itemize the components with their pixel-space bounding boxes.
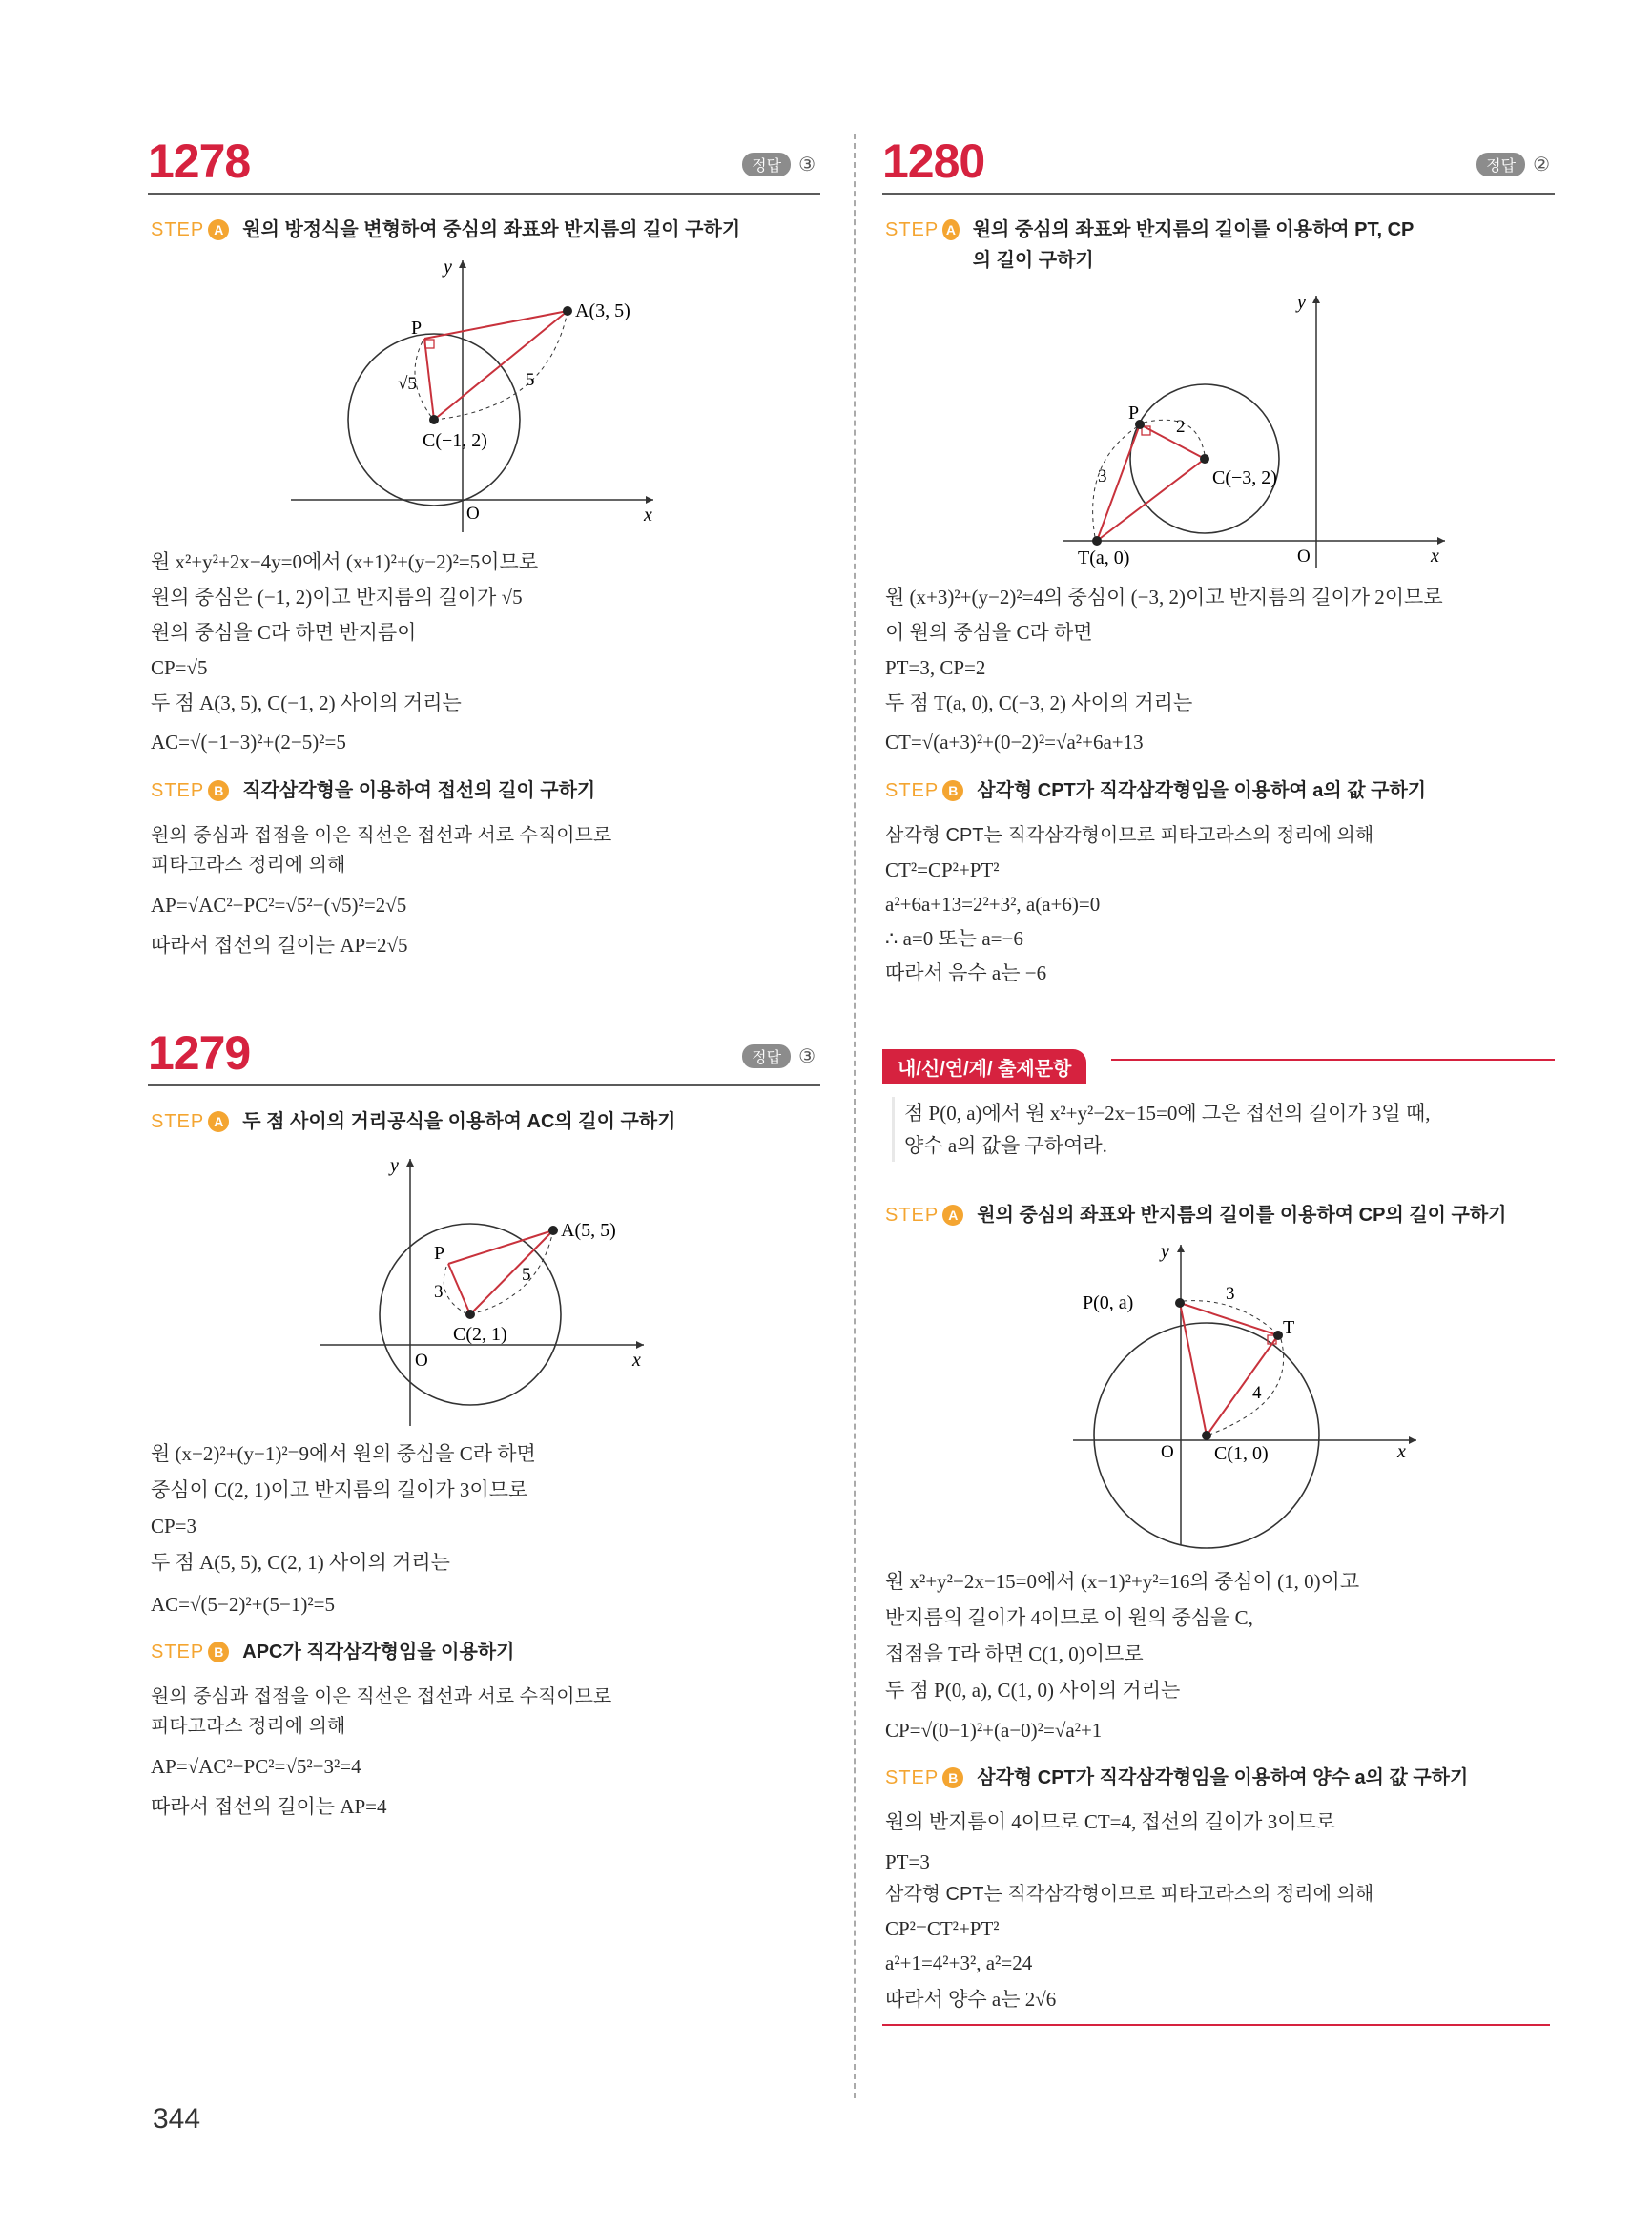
x-axis-label: x: [644, 505, 652, 526]
solution-line: 원 (x−2)²+(y−1)²=9에서 원의 중심을 C라 하면: [151, 1442, 536, 1465]
step-a-heading: [151, 1106, 809, 1137]
solution-line: CT=√(a+3)²+(0−2)²=√a²+6a+13: [885, 731, 1144, 754]
point-p-label: P: [411, 318, 423, 339]
solution-line: 반지름의 길이가 4이므로 이 원의 중심을 C,: [885, 1606, 1253, 1629]
answer-label: 정답: [1476, 153, 1525, 176]
problem-number-1279: 1279: [148, 1026, 251, 1080]
radius-label: 2: [1176, 417, 1186, 437]
step-title: 원의 방정식을 변형하여 중심의 좌표와 반지름의 길이 구하기: [242, 219, 741, 240]
point-t-label: T(a, 0): [1078, 547, 1130, 568]
solution-line: CT²=CP²+PT²: [885, 858, 1000, 881]
naesin-banner: [882, 1049, 1555, 1084]
step-title: 삼각형 CPT가 직각삼각형임을 이용하여 a의 값 구하기: [977, 780, 1427, 801]
naesin-badge: 내/신/연/계/ 출제문항: [882, 1049, 1086, 1084]
solution-line: ∴ a=0 또는 a=−6: [885, 927, 1023, 950]
step-tag: STEP: [885, 1205, 940, 1226]
question-line: 점 P(0, a)에서 원 x²+y²−2x−15=0에 그은 접선의 길이가 3일 때,: [904, 1102, 1431, 1125]
figure-1280: [1063, 291, 1445, 568]
solution-line: a²+1=4²+3², a²=24: [885, 1951, 1033, 1974]
step-tag: STEP: [151, 1642, 205, 1662]
figure-naesin: [1073, 1240, 1416, 1555]
step-tag: STEP: [151, 780, 205, 801]
point-a-label: A(5, 5): [561, 1220, 616, 1241]
solution-line: 따라서 접선의 길이는 AP=2√5: [151, 934, 408, 957]
solution-line: 따라서 양수 a는 2√6: [885, 1988, 1057, 2011]
solution-line: AP=√AC²−PC²=√5²−3²=4: [151, 1755, 361, 1778]
step-title: 두 점 사이의 거리공식을 이용하여 AC의 길이 구하기: [242, 1111, 676, 1132]
solution-line: 원의 중심과 접점을 이은 직선은 접선과 서로 수직이므로: [151, 825, 612, 846]
point-c-label: C(2, 1): [453, 1324, 507, 1345]
figure-1279: [320, 1154, 644, 1431]
solution-line: 따라서 접선의 길이는 AP=4: [151, 1795, 387, 1818]
answer-value: ③: [798, 155, 816, 176]
solution-line: CP²=CT²+PT²: [885, 1917, 1000, 1940]
solution-line: 두 점 A(3, 5), C(−1, 2) 사이의 거리는: [151, 692, 462, 714]
solution-line: 이 원의 중심을 C라 하면: [885, 621, 1093, 644]
solution-line: a²+6a+13=2²+3², a(a+6)=0: [885, 893, 1101, 916]
point-p-label: P(0, a): [1083, 1292, 1134, 1313]
problem-number-1280: 1280: [882, 134, 985, 188]
y-axis-label: y: [1297, 292, 1306, 313]
answer-label: 정답: [742, 1044, 791, 1068]
solution-line: 접점을 T라 하면 C(1, 0)이므로: [885, 1642, 1144, 1665]
solution-line: 원의 중심은 (−1, 2)이고 반지름의 길이가 √5: [151, 586, 523, 609]
point-c-label: C(−1, 2): [423, 430, 487, 451]
step-b-heading: [885, 775, 1543, 806]
radius-label: 4: [1252, 1383, 1262, 1403]
solution-line: 두 점 P(0, a), C(1, 0) 사이의 거리는: [885, 1679, 1181, 1702]
answer-1278: [742, 153, 816, 176]
solution-line: 삼각형 CPT는 직각삼각형이므로 피타고라스의 정리에 의해: [885, 825, 1374, 846]
x-axis-label: x: [1397, 1441, 1406, 1462]
radius-label: 3: [434, 1282, 444, 1302]
solution-line: 원 x²+y²−2x−15=0에서 (x−1)²+y²=16의 중심이 (1, 0)이고: [885, 1570, 1360, 1593]
solution-line: CP=√5: [151, 656, 208, 679]
step-b-heading: [885, 1763, 1543, 1793]
step-tag: STEP: [885, 1767, 940, 1788]
step-letter-badge: B: [942, 1767, 963, 1788]
solution-line: 원 (x+3)²+(y−2)²=4의 중심이 (−3, 2)이고 반지름의 길이가 2이므로: [885, 586, 1443, 609]
point-a-label: A(3, 5): [575, 300, 630, 321]
distance-label: 5: [522, 1265, 531, 1285]
step-letter-badge: B: [942, 780, 963, 801]
step-tag: STEP: [885, 780, 940, 801]
solution-line: 원 x²+y²+2x−4y=0에서 (x+1)²+(y−2)²=5이므로: [151, 550, 539, 573]
page-number: 344: [153, 2103, 201, 2135]
step-title: 원의 중심의 좌표와 반지름의 길이를 이용하여 PT, CP의 길이 구하기: [972, 219, 1415, 271]
header-rule: [148, 193, 820, 195]
solution-line: AP=√AC²−PC²=√5²−(√5)²=2√5: [151, 894, 407, 917]
answer-1279: [742, 1044, 816, 1068]
step-tag: STEP: [885, 219, 940, 240]
header-rule: [148, 1084, 820, 1086]
step-tag: STEP: [151, 1111, 205, 1132]
naesin-rule: [1111, 1059, 1555, 1061]
solution-line: 원의 중심과 접점을 이은 직선은 접선과 서로 수직이므로: [151, 1686, 612, 1707]
origin-label: O: [1297, 547, 1311, 567]
solution-line: 두 점 A(5, 5), C(2, 1) 사이의 거리는: [151, 1551, 450, 1574]
naesin-question: [892, 1097, 1550, 1162]
point-c-label: C(1, 0): [1214, 1443, 1269, 1464]
solution-line: AC=√(−1−3)²+(2−5)²=5: [151, 731, 346, 754]
answer-label: 정답: [742, 153, 791, 176]
step-title: APC가 직각삼각형임을 이용하기: [242, 1642, 515, 1662]
y-axis-label: y: [444, 257, 452, 278]
x-axis-label: x: [1431, 546, 1439, 567]
point-p-label: P: [1128, 403, 1140, 423]
solution-line: CP=√(0−1)²+(a−0)²=√a²+1: [885, 1719, 1103, 1742]
step-title: 원의 중심의 좌표와 반지름의 길이를 이용하여 CP의 길이 구하기: [977, 1205, 1507, 1226]
solution-line: PT=3, CP=2: [885, 656, 986, 679]
solution-line: 원의 반지름이 4이므로 CT=4, 접선의 길이가 3이므로: [885, 1810, 1336, 1833]
answer-1280: [1476, 153, 1550, 176]
step-b-heading: [151, 775, 809, 806]
step-title: 직각삼각형을 이용하여 접선의 길이 구하기: [242, 780, 596, 801]
figure-1278: [291, 256, 653, 532]
distance-label: 3: [1098, 466, 1107, 486]
step-a-heading: [151, 215, 809, 245]
section-end-rule: [882, 2024, 1550, 2026]
step-letter-badge: B: [208, 1642, 229, 1662]
solution-line: 따라서 음수 a는 −6: [885, 961, 1047, 984]
distance-label: 3: [1226, 1284, 1235, 1304]
solution-line: PT=3: [885, 1850, 930, 1873]
origin-label: O: [415, 1351, 428, 1371]
point-t-label: T: [1283, 1317, 1295, 1338]
solution-line: 중심이 C(2, 1)이고 반지름의 길이가 3이므로: [151, 1478, 528, 1501]
solution-line: AC=√(5−2)²+(5−1)²=5: [151, 1593, 335, 1616]
column-divider: [854, 134, 856, 2098]
solution-line: 원의 중심을 C라 하면 반지름이: [151, 621, 417, 644]
solution-line: 피타고라스 정리에 의해: [151, 1716, 346, 1737]
solution-line: CP=3: [151, 1515, 197, 1538]
step-letter-badge: A: [942, 219, 959, 240]
header-rule: [882, 193, 1555, 195]
question-line: 양수 a의 값을 구하여라.: [904, 1134, 1107, 1157]
step-letter-badge: A: [942, 1205, 963, 1226]
y-axis-label: y: [1161, 1241, 1169, 1262]
answer-value: ③: [798, 1046, 816, 1067]
x-axis-label: x: [632, 1350, 641, 1371]
step-letter-badge: A: [208, 1111, 229, 1132]
step-title: 삼각형 CPT가 직각삼각형임을 이용하여 양수 a의 값 구하기: [977, 1767, 1469, 1788]
solution-line: 피타고라스 정리에 의해: [151, 855, 346, 876]
problem-number-1278: 1278: [148, 134, 251, 188]
radius-label: √5: [398, 374, 417, 394]
origin-label: O: [1161, 1442, 1174, 1462]
step-a-heading: [885, 1200, 1543, 1230]
step-a-heading: [885, 215, 1419, 276]
distance-label: 5: [526, 370, 535, 390]
y-axis-label: y: [390, 1155, 399, 1176]
step-tag: STEP: [151, 219, 205, 240]
point-c-label: C(−3, 2): [1212, 467, 1277, 488]
point-p-label: P: [434, 1243, 445, 1264]
step-letter-badge: B: [208, 780, 229, 801]
origin-label: O: [466, 504, 480, 524]
solution-line: 삼각형 CPT는 직각삼각형이므로 피타고라스의 정리에 의해: [885, 1884, 1374, 1905]
step-letter-badge: A: [208, 219, 229, 240]
answer-value: ②: [1533, 155, 1550, 176]
step-b-heading: [151, 1637, 809, 1667]
solution-line: 두 점 T(a, 0), C(−3, 2) 사이의 거리는: [885, 692, 1193, 714]
